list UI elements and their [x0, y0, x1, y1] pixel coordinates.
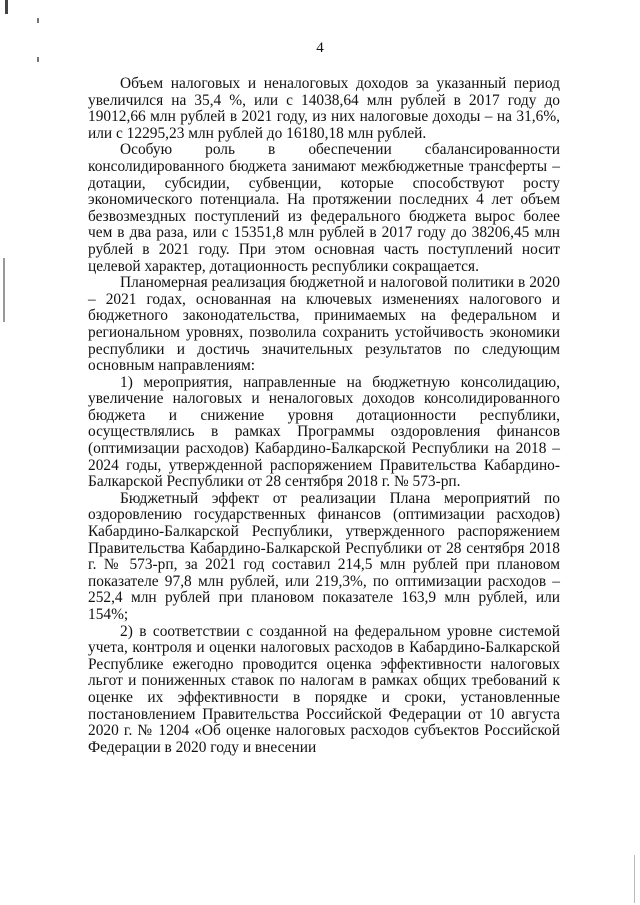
paragraph-item-1-consolidation: 1) мероприятия, направленные на бюджетную консолидацию, увеличение налоговых и неналоговых доходов консолидированного бюджета и снижение уровня дотационности республики, осуществлялись в рамках Программы оздоровления финансов (оптимизации расходов) Кабардино-Балкарской Республики на 2018 – 2024 годы, утвержденной распоряжением Правительства Кабардино-Балкарской Республики от 28 сентября 2018 г. № 573-рп.: [88, 373, 560, 491]
paragraph-budget-policy: Планомерная реализация бюджетной и налоговой политики в 2020 – 2021 годах, основанная на ключевых изменениях налогового и бюджетного законодательства, принимаемых на федеральном и региональном уровнях, позволила сохранить устойчивость экономики республики и достичь значительных результатов по следующим основным направлениям:: [88, 274, 560, 375]
page-number: 4: [316, 40, 324, 56]
scan-mark: [37, 18, 39, 23]
scan-mark: [3, 258, 5, 322]
scan-mark: [37, 57, 39, 62]
paragraph-budget-effect: Бюджетный эффект от реализации Плана мероприятий по оздоровлению государственных финансов (оптимизации расходов) Кабардино-Балкарской Республики, утвержденного распоряжением Правительства Кабардино-Балкарской Республики от 28 сентября 2018 г. № 573-рп, за 2021 год составил 214,5 млн рублей при плановом показателе 97,8 млн рублей, или 219,3%, по оптимизации расходов – 252,4 млн рублей при плановом показателе 163,9 млн рублей, или 154%;: [88, 489, 560, 623]
document-body: [88, 76, 560, 756]
paragraph-item-2-tax-expenses: 2) в соответствии с созданной на федеральном уровне системой учета, контроля и оценки налоговых расходов в Кабардино-Балкарской Республике ежегодно проводится оценка эффективности налоговых льгот и пониженных ставок по налогам в рамках общих требований к оценке их эффективности в порядке и сроки, установленные постановлением Правительства Российской Федерации от 10 августа 2020 г. № 1204 «Об оценке налоговых расходов субъектов Российской Федерации в 2020 году и внесении: [88, 622, 560, 756]
paragraph-revenue-growth: Объем налоговых и неналоговых доходов за указанный период увеличился на 35,4 %, или с 14038,64 млн рублей в 2017 году до 19012,66 млн рублей в 2021 году, из них налоговые доходы – на 31,6%, или с 12295,23 млн рублей до 16180,18 млн рублей.: [88, 75, 560, 142]
scan-mark: [5, 0, 8, 14]
paragraph-interbudget-transfers: Особую роль в обеспечении сбалансированности консолидированного бюджета занимают межбюджетные трансферты – дотации, субсидии, субвенции, которые способствуют росту экономического потенциала. На протяжении последних 4 лет объем безвозмездных поступлений из федерального бюджета вырос более чем в два раза, или с 15351,8 млн рублей в 2017 году до 38206,45 млн рублей в 2021 году. При этом основная часть поступлений носит целевой характер, дотационность республики сокращается.: [88, 141, 560, 275]
scan-mark: [634, 855, 635, 903]
